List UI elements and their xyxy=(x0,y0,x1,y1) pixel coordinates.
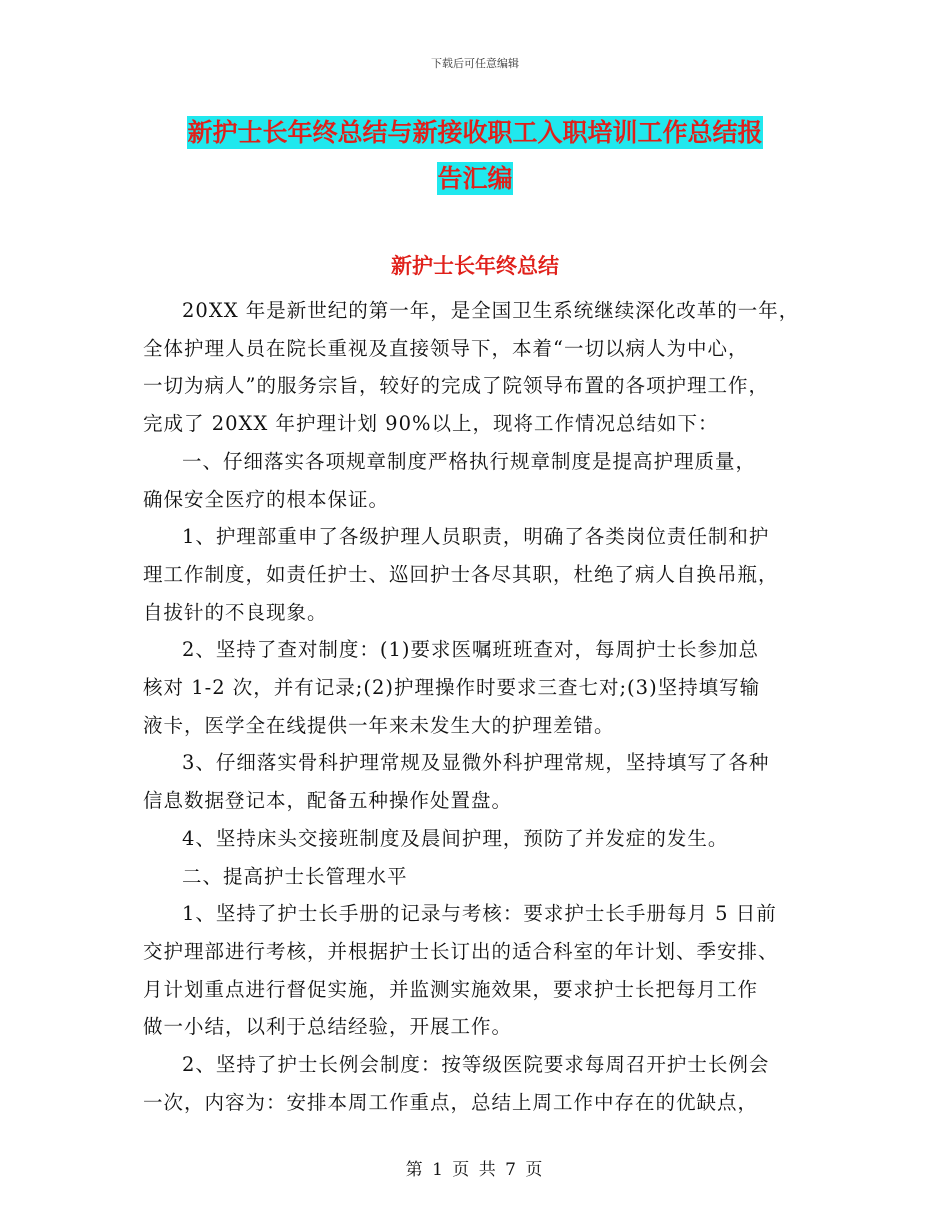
page-footer: 第 1 页 共 7 页 xyxy=(405,1160,545,1180)
body-line: 一切为病人”的服务宗旨，较好的完成了院领导布置的各项护理工作， xyxy=(143,374,769,398)
document-title xyxy=(0,110,950,202)
body-line: 2、坚持了查对制度：(1)要求医嘱班班查对，每周护士长参加总 xyxy=(182,638,760,662)
body-line: 理工作制度，如责任护士、巡回护士各尽其职，杜绝了病人自换吊瓶， xyxy=(143,562,779,586)
body-line: 1、坚持了护士长手册的记录与考核：要求护士长手册每月 5 日前 xyxy=(182,902,777,926)
body-line: 信息数据登记本，配备五种操作处置盘。 xyxy=(143,789,513,813)
body-line: 4、坚持床头交接班制度及晨间护理，预防了并发症的发生。 xyxy=(182,826,729,850)
body-line: 核对 1-2 次，并有记录;(2)护理操作时要求三查七对;(3)坚持填写输 xyxy=(143,676,761,700)
body-line: 月计划重点进行督促实施，并监测实施效果，要求护士长把每月工作 xyxy=(143,977,759,1001)
body-line: 交护理部进行考核，并根据护士长订出的适合科室的年计划、季安排、 xyxy=(143,939,779,963)
body-line: 一、仔细落实各项规章制度严格执行规章制度是提高护理质量， xyxy=(182,449,757,473)
body-line: 确保安全医疗的根本保证。 xyxy=(143,487,390,511)
body-line: 全体护理人员在院长重视及直接领导下，本着“一切以病人为中心， xyxy=(143,336,749,360)
header-note: 下载后可任意编辑 xyxy=(431,57,519,70)
body-line: 二、提高护士长管理水平 xyxy=(182,864,408,888)
section-title: 新护士长年终总结 xyxy=(391,253,559,278)
title-line-2: 告汇编 xyxy=(437,164,513,193)
body-line: 自拔针的不良现象。 xyxy=(143,600,328,624)
body-line: 2、坚持了护士长例会制度：按等级医院要求每周召开护士长例会 xyxy=(182,1053,770,1077)
body-line: 3、仔细落实骨科护理常规及显微外科护理常规，坚持填写了各种 xyxy=(182,751,770,775)
body-line: 一次，内容为：安排本周工作重点，总结上周工作中存在的优缺点， xyxy=(143,1090,759,1114)
body-line: 做一小结，以利于总结经验，开展工作。 xyxy=(143,1015,513,1039)
title-line-1: 新护士长年终总结与新接收职工入职培训工作总结报 xyxy=(187,118,763,147)
body-line: 1、护理部重申了各级护理人员职责，明确了各类岗位责任制和护 xyxy=(182,525,770,549)
body-line: 完成了 20XX 年护理计划 90%以上，现将工作情况总结如下： xyxy=(143,412,719,436)
body-line: 液卡，医学全在线提供一年来未发生大的护理差错。 xyxy=(143,713,615,737)
document-body xyxy=(143,292,823,1121)
body-line: 20XX 年是新世纪的第一年，是全国卫生系统继续深化改革的一年， xyxy=(182,299,800,322)
